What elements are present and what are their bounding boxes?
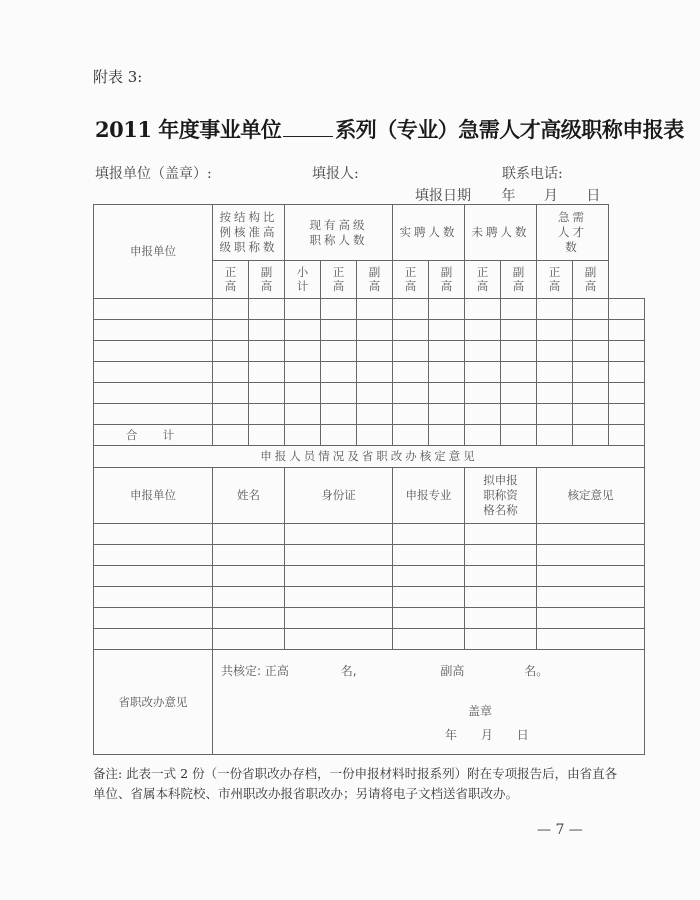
table-row[interactable]	[94, 362, 645, 383]
sub-fu-gao: 副高	[429, 261, 465, 299]
header-employed: 实聘人数	[393, 205, 465, 261]
sub-zheng-gao: 正高	[537, 261, 573, 299]
s2-header-unit: 申报单位	[94, 468, 213, 524]
table-row[interactable]	[94, 341, 645, 362]
table-row[interactable]	[94, 383, 645, 404]
date-day: 日	[586, 188, 601, 204]
approval-label: 省职改办意见	[94, 650, 213, 755]
s2-header-id: 身份证	[285, 468, 393, 524]
approval-cell[interactable]	[213, 650, 645, 755]
table-row[interactable]	[94, 608, 645, 629]
s2-header-title-qualification: 拟申报职称资格名称	[465, 468, 537, 524]
table-row[interactable]	[94, 545, 645, 566]
table-row[interactable]	[94, 320, 645, 341]
header-quota: 按结构比例核准高级职称数	[213, 205, 285, 261]
title-part1: 2011 年度事业单位	[95, 117, 282, 142]
date-month: 月	[543, 188, 558, 204]
sub-fu-gao: 副高	[249, 261, 285, 299]
total-label: 合 计	[94, 425, 213, 446]
header-unemployed: 未聘人数	[465, 205, 537, 261]
title-blank-field[interactable]	[283, 118, 333, 137]
section2-title: 申报人员情况及省职改办核定意见	[94, 446, 645, 468]
form-title	[95, 114, 684, 144]
approval-fu: 副高	[440, 664, 465, 678]
title-part2: 系列（专业）急需人才高级职称申报表	[335, 117, 684, 142]
sub-zheng-gao: 正高	[393, 261, 429, 299]
date-label: 填报日期	[415, 188, 471, 204]
table-row[interactable]	[94, 404, 645, 425]
fill-date-row	[415, 185, 600, 205]
approval-month: 月	[480, 728, 493, 742]
approval-date	[445, 728, 529, 743]
filler-field-label: 填报人:	[312, 166, 359, 182]
sub-zheng-gao: 正高	[465, 261, 501, 299]
approval-day: 日	[516, 728, 529, 742]
table-row[interactable]	[94, 299, 645, 320]
table-row[interactable]	[94, 524, 645, 545]
approval-ming2: 名。	[524, 664, 549, 678]
sub-fu-gao: 副高	[501, 261, 537, 299]
header-urgent: 急需人才数	[537, 205, 609, 261]
approval-year: 年	[445, 728, 458, 742]
unit-field-label: 填报单位（盖章）:	[95, 166, 212, 182]
phone-field-label: 联系电话:	[502, 166, 563, 182]
approval-summary	[221, 664, 548, 679]
header-apply-unit: 申报单位	[94, 205, 213, 299]
footnote: 备注: 此表一式 2 份（一份省职改办存档，一份申报材料时报系列）附在专项报告后，由省直各单位、省属本科院校、市州职改办报省职改办；另请将电子文档送省职改办。	[93, 766, 618, 801]
approval-prefix: 共核定: 正高	[221, 664, 289, 678]
approval-ming1: 名,	[340, 664, 357, 678]
sub-fu-gao: 副高	[357, 261, 393, 299]
table-row[interactable]	[94, 566, 645, 587]
table-row[interactable]	[94, 629, 645, 650]
s2-header-major: 申报专业	[393, 468, 465, 524]
sub-xiaoji: 小计	[285, 261, 321, 299]
total-row	[94, 425, 645, 446]
sub-zheng-gao: 正高	[321, 261, 357, 299]
date-year: 年	[501, 188, 516, 204]
approval-stamp: 盖章	[468, 704, 493, 718]
s2-header-opinion: 核定意见	[537, 468, 645, 524]
sub-zheng-gao: 正高	[213, 261, 249, 299]
page-number: — 7 —	[537, 822, 583, 838]
application-form-table	[93, 204, 645, 755]
attachment-label: 附表 3:	[93, 68, 143, 86]
s2-header-name: 姓名	[213, 468, 285, 524]
sub-fu-gao: 副高	[573, 261, 609, 299]
header-current: 现有高级职称人数	[285, 205, 393, 261]
table-row[interactable]	[94, 587, 645, 608]
